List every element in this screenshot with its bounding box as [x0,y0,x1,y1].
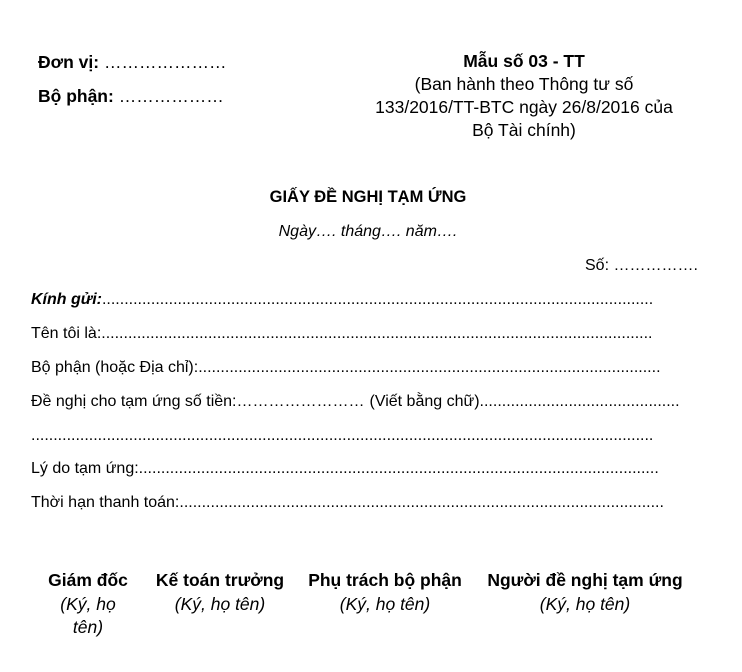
signature-note: (Ký, họ tên) [539,594,631,614]
organization-info [38,50,226,108]
department-address-fill: ........................................................................................................ [198,359,661,376]
unit-label: Đơn vị: [38,52,100,72]
reason-label: Lý do tạm ứng: [31,460,139,477]
document-number-fill: ……………. [613,257,698,274]
signature-role: Phụ trách bộ phận [308,570,462,590]
unit-line [38,50,226,74]
unit-fill: ………………… [103,52,227,72]
field-department-address [31,358,721,378]
signature-chief-accountant [145,568,295,616]
signature-requester [475,568,695,616]
reason-fill: ..................................................................................................................... [138,460,659,477]
recipient-label: Kính gửi: [31,291,102,308]
field-repayment-deadline [31,493,721,513]
signature-note: (Ký, họ tên) [174,594,266,614]
signature-note: (Ký, họ tên) [60,594,116,637]
field-recipient [31,290,721,310]
department-fill: ……………… [118,86,224,106]
legal-basis-line: (Ban hành theo Thông tư số [414,74,634,94]
requester-name-fill: ............................................................................................................................ [101,325,653,342]
signature-note: (Ký, họ tên) [339,594,431,614]
signature-role: Kế toán trưởng [155,570,285,590]
amount-in-words-fill: ............................................. [479,393,680,410]
amount-in-words-label: (Viết bằng chữ) [369,393,480,410]
form-code: Mẫu số 03 - TT [463,51,585,71]
repayment-deadline-fill: ............................................................................................................. [179,494,664,511]
signature-director [45,568,131,639]
field-continuation [31,426,721,446]
department-label: Bộ phận: [38,86,114,106]
document-number-label: Số: [585,257,610,274]
date-line: Ngày…. tháng…. năm…. [278,223,458,240]
continuation-fill: ............................................................................................................................................ [31,427,654,444]
department-line [38,84,226,108]
document-title: GIẤY ĐỀ NGHỊ TẠM ỨNG [269,188,467,206]
department-address-label: Bộ phận (hoặc Địa chỉ): [31,359,199,376]
signature-role: Người đề nghị tạm ứng [487,570,683,590]
advance-amount-label: Đề nghị cho tạm ứng số tiền: [31,393,237,410]
form-code-block [354,50,694,142]
advance-amount-fill: …………………… [236,393,365,410]
signature-role: Giám đốc [48,570,128,590]
field-requester-name [31,324,721,344]
document-number [585,256,698,276]
legal-basis-line: 133/2016/TT-BTC ngày 26/8/2016 của [375,97,673,117]
field-advance-amount [31,392,721,412]
field-reason [31,459,721,479]
requester-name-label: Tên tôi là: [31,325,102,342]
signature-department-head [295,568,475,616]
legal-basis-line: Bộ Tài chính) [472,120,576,140]
repayment-deadline-label: Thời hạn thanh toán: [31,494,180,511]
recipient-fill: ............................................................................................................................ [101,291,654,308]
